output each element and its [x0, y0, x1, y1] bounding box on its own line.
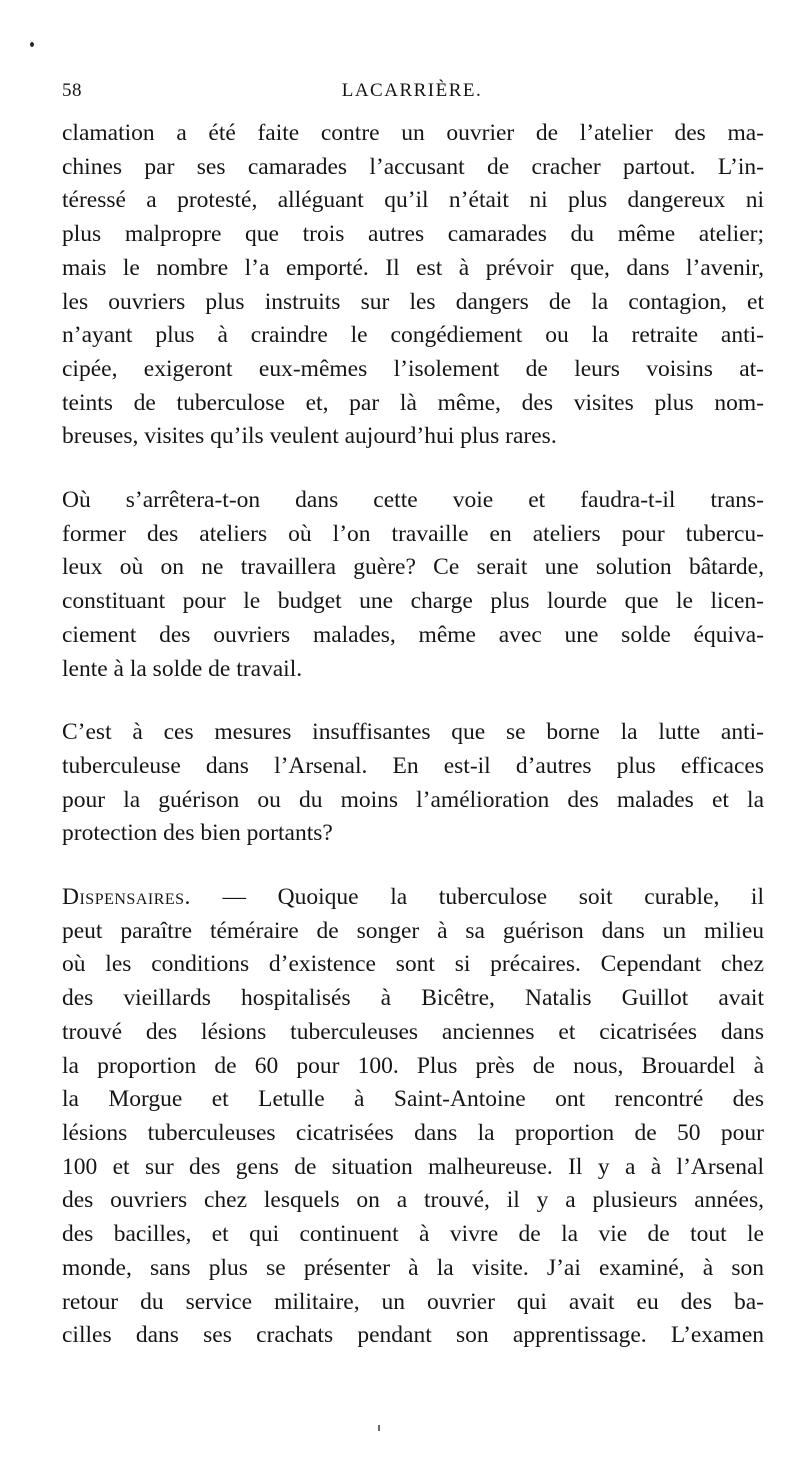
text-line: la Morgue et Letulle à Saint-Antoine ont rencontré des	[62, 1086, 764, 1113]
text-line: où les conditions d’existence sont si précaires. Cependant chez	[62, 951, 764, 978]
text-line: les ouvriers plus instruits sur les dangers de la contagion, et	[62, 288, 764, 315]
text-line: monde, sans plus se présenter à la visite. J’ai examiné, à son	[62, 1254, 764, 1281]
text-line: tuberculeuse dans l’Arsenal. En est-il d’autres plus efficaces	[62, 752, 764, 779]
ink-mark	[378, 1425, 380, 1431]
text-line: trouvé des lésions tuberculeuses anciennes et cicatrisées dans	[62, 1018, 764, 1045]
text-line: Où s’arrêtera-t-on dans cette voie et faudra-t-il trans-	[62, 487, 764, 514]
text-line: pour la guérison ou du moins l’amélioration des malades et la	[62, 786, 764, 813]
text-line: des bacilles, et qui continuent à vivre de la vie de tout le	[62, 1221, 764, 1248]
paragraph-4	[62, 881, 764, 1353]
heading-continuation: — Quoique la tuberculose soit curable, il	[190, 884, 764, 911]
text-line: n’ayant plus à craindre le congédiement ou la retraite anti-	[62, 322, 764, 349]
text-line: retour du service militaire, un ouvrier qui avait eu des ba-	[62, 1288, 764, 1315]
text-line: lésions tuberculeuses cicatrisées dans la proportion de 50 pour	[62, 1119, 764, 1146]
text-line-heading	[62, 881, 764, 915]
text-line: leux où on ne travaillera guère? Ce serait une solution bâtarde,	[62, 554, 764, 581]
section-heading: Dispensaires.	[62, 884, 191, 911]
text-line: plus malpropre que trois autres camarades du même atelier;	[62, 221, 764, 248]
text-line: C’est à ces mesures insuffisantes que se borne la lutte anti-	[62, 719, 764, 746]
paragraph-2	[62, 484, 764, 686]
paragraph-3	[62, 716, 764, 851]
body-text	[62, 117, 764, 1353]
ink-speck	[30, 42, 34, 47]
text-line: mais le nombre l’a emporté. Il est à prévoir que, dans l’avenir,	[62, 254, 764, 281]
text-line: breuses, visites qu’ils veulent aujourd’hui plus rares.	[62, 423, 557, 450]
text-line: des vieillards hospitalisés à Bicêtre, Natalis Guillot avait	[62, 985, 764, 1012]
text-line: lente à la solde de travail.	[62, 655, 303, 682]
text-line: peut paraître téméraire de songer à sa guérison dans un milieu	[62, 917, 764, 944]
text-line: ciement des ouvriers malades, même avec une solde équiva-	[62, 621, 764, 648]
text-line: téressé a protesté, alléguant qu’il n’était ni plus dangereux ni	[62, 187, 764, 214]
page-header	[62, 80, 762, 106]
text-line: 100 et sur des gens de situation malheureuse. Il y a à l’Arsenal	[62, 1153, 764, 1180]
text-line: des ouvriers chez lesquels on a trouvé, il y a plusieurs années,	[62, 1187, 764, 1214]
text-line: constituant pour le budget une charge plus lourde que le licen-	[62, 588, 764, 615]
text-line: protection des bien portants?	[62, 820, 333, 847]
text-line: la proportion de 60 pour 100. Plus près de nous, Brouardel à	[62, 1052, 764, 1079]
text-line: chines par ses camarades l’accusant de cracher partout. L’in-	[62, 153, 764, 180]
text-line: cilles dans ses crachats pendant son apprentissage. L’examen	[62, 1322, 764, 1349]
text-line: clamation a été faite contre un ouvrier de l’atelier des ma-	[62, 120, 764, 146]
paragraph-1	[62, 117, 764, 454]
text-line: former des ateliers où l’on travaille en ateliers pour tubercu-	[62, 520, 764, 547]
text-line: cipée, exigeront eux-mêmes l’isolement de leurs voisins at-	[62, 355, 764, 382]
running-head: LACARRIÈRE.	[341, 80, 483, 101]
page-number: 58	[62, 80, 82, 101]
text-line: teints de tuberculose et, par là même, des visites plus nom-	[62, 389, 764, 416]
